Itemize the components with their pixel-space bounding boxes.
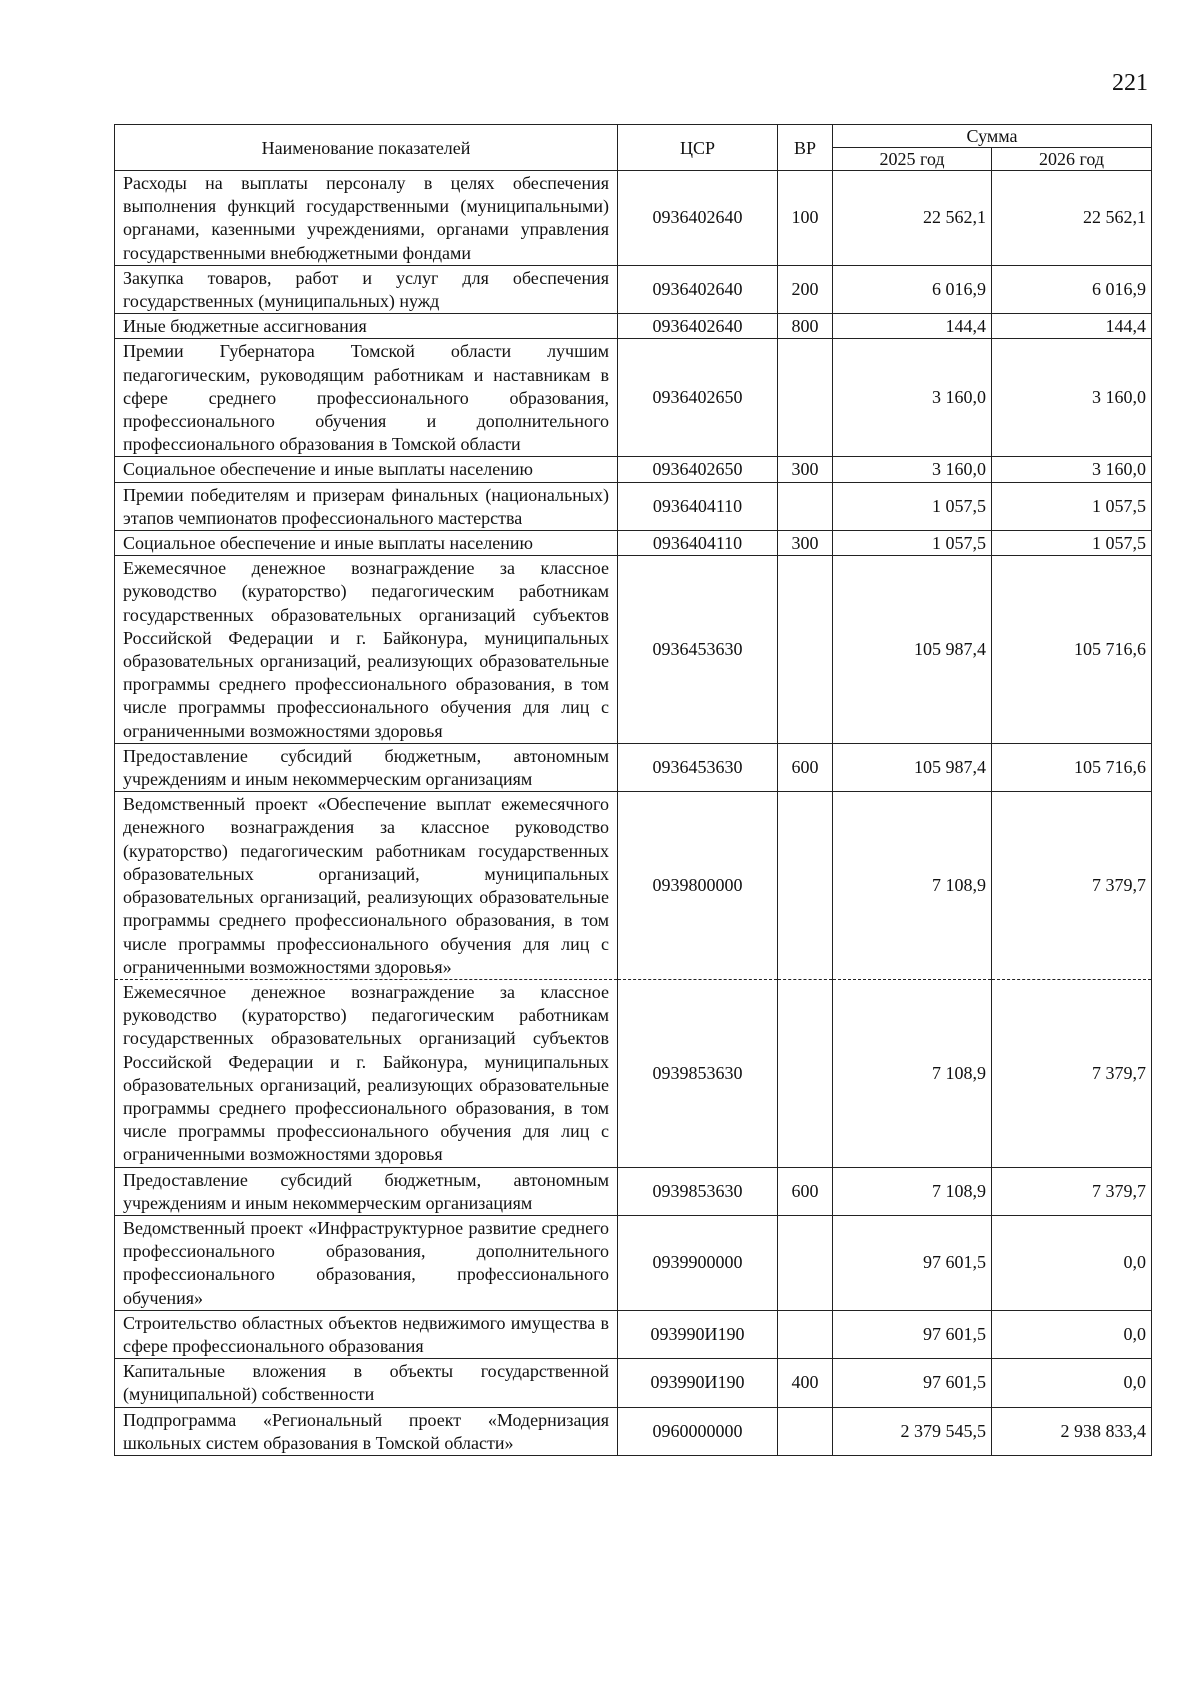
table-row: [115, 1215, 1152, 1310]
row-name: Премии Губернатора Томской области лучшим педагогическим, руководящим работникам и наставникам в сфере среднего профессионального образования, профессионального обучения и дополнительного профессионального образования в Томской области: [115, 339, 618, 457]
row-vr-code: [778, 339, 833, 457]
row-amount-2025: 144,4: [833, 314, 992, 339]
row-amount-2026: 22 562,1: [992, 171, 1152, 266]
header-name: Наименование показателей: [115, 125, 618, 171]
row-amount-2026: 0,0: [992, 1359, 1152, 1407]
table-header: [115, 125, 1152, 171]
header-vr: ВР: [778, 125, 833, 171]
row-amount-2026: 6 016,9: [992, 265, 1152, 313]
row-vr-code: [778, 556, 833, 744]
row-name: Строительство областных объектов недвижимого имущества в сфере профессионального образования: [115, 1310, 618, 1358]
row-vr-code: 600: [778, 743, 833, 791]
table-row: [115, 314, 1152, 339]
row-csr-code: 093990И190: [618, 1310, 778, 1358]
row-csr-code: 093990И190: [618, 1359, 778, 1407]
row-amount-2025: 105 987,4: [833, 743, 992, 791]
header-sum: Сумма: [833, 125, 1152, 148]
table-row: [115, 457, 1152, 482]
row-amount-2025: 3 160,0: [833, 339, 992, 457]
row-csr-code: 0936453630: [618, 556, 778, 744]
row-amount-2026: 144,4: [992, 314, 1152, 339]
row-amount-2025: 97 601,5: [833, 1310, 992, 1358]
row-amount-2025: 7 108,9: [833, 792, 992, 980]
row-name: Капитальные вложения в объекты государственной (муниципальной) собственности: [115, 1359, 618, 1407]
row-name: Расходы на выплаты персоналу в целях обеспечения выполнения функций государственными (муниципальными) органами, казенными учреждениями, органами управления государственными внебюджетными фондами: [115, 171, 618, 266]
row-name: Премии победителям и призерам финальных (национальных) этапов чемпионатов профессионального мастерства: [115, 482, 618, 530]
table-row: [115, 482, 1152, 530]
row-amount-2026: 1 057,5: [992, 531, 1152, 556]
row-amount-2025: 105 987,4: [833, 556, 992, 744]
row-vr-code: [778, 1215, 833, 1310]
row-name: Иные бюджетные ассигнования: [115, 314, 618, 339]
row-name: Предоставление субсидий бюджетным, автономным учреждениям и иным некоммерческим организациям: [115, 1167, 618, 1215]
row-name: Ведомственный проект «Инфраструктурное развитие среднего профессионального образования, дополнительного профессионального образования, профессионального обучения»: [115, 1215, 618, 1310]
row-csr-code: 0939853630: [618, 979, 778, 1167]
row-amount-2025: 7 108,9: [833, 1167, 992, 1215]
header-year-2026: 2026 год: [992, 148, 1152, 171]
row-csr-code: 0936404110: [618, 482, 778, 530]
row-csr-code: 0936402650: [618, 457, 778, 482]
row-amount-2025: 2 379 545,5: [833, 1407, 992, 1455]
row-amount-2025: 97 601,5: [833, 1359, 992, 1407]
row-amount-2026: 7 379,7: [992, 792, 1152, 980]
table-row: [115, 1167, 1152, 1215]
row-amount-2025: 3 160,0: [833, 457, 992, 482]
row-amount-2026: 0,0: [992, 1310, 1152, 1358]
row-name: Социальное обеспечение и иные выплаты населению: [115, 531, 618, 556]
row-amount-2026: 1 057,5: [992, 482, 1152, 530]
row-name: Предоставление субсидий бюджетным, автономным учреждениям и иным некоммерческим организациям: [115, 743, 618, 791]
page-number: 221: [1112, 70, 1148, 96]
row-amount-2026: 0,0: [992, 1215, 1152, 1310]
row-vr-code: [778, 1310, 833, 1358]
table-row: [115, 979, 1152, 1167]
table-row: [115, 339, 1152, 457]
row-csr-code: 0939800000: [618, 792, 778, 980]
row-amount-2025: 97 601,5: [833, 1215, 992, 1310]
row-csr-code: 0939900000: [618, 1215, 778, 1310]
row-name: Ежемесячное денежное вознаграждение за классное руководство (кураторство) педагогическим работникам государственных образовательных организаций субъектов Российской Федерации и г. Байконура, муниципальных образовательных организаций, реализующих образовательные программы среднего профессионального образования, в том числе программы профессионального обучения для лиц с ограниченными возможностями здоровья: [115, 979, 618, 1167]
row-name: Закупка товаров, работ и услуг для обеспечения государственных (муниципальных) нужд: [115, 265, 618, 313]
row-vr-code: [778, 1407, 833, 1455]
table-body: [115, 171, 1152, 1456]
row-vr-code: [778, 792, 833, 980]
table-row: [115, 531, 1152, 556]
row-csr-code: 0960000000: [618, 1407, 778, 1455]
row-name: Подпрограмма «Региональный проект «Модернизация школьных систем образования в Томской области»: [115, 1407, 618, 1455]
row-name: Ежемесячное денежное вознаграждение за классное руководство (кураторство) педагогическим работникам государственных образовательных организаций субъектов Российской Федерации и г. Байконура, муниципальных образовательных организаций, реализующих образовательные программы среднего профессионального образования, в том числе программы профессионального обучения для лиц с ограниченными возможностями здоровья: [115, 556, 618, 744]
table-row: [115, 792, 1152, 980]
row-amount-2025: 1 057,5: [833, 531, 992, 556]
table-row: [115, 265, 1152, 313]
table-row: [115, 1359, 1152, 1407]
row-csr-code: 0936402650: [618, 339, 778, 457]
row-vr-code: [778, 482, 833, 530]
table-row: [115, 1407, 1152, 1455]
row-amount-2026: 2 938 833,4: [992, 1407, 1152, 1455]
row-amount-2026: 3 160,0: [992, 339, 1152, 457]
row-vr-code: 200: [778, 265, 833, 313]
row-amount-2026: 7 379,7: [992, 979, 1152, 1167]
row-amount-2026: 105 716,6: [992, 743, 1152, 791]
row-csr-code: 0936402640: [618, 314, 778, 339]
row-csr-code: 0936402640: [618, 171, 778, 266]
table-row: [115, 743, 1152, 791]
row-vr-code: 300: [778, 531, 833, 556]
row-amount-2025: 22 562,1: [833, 171, 992, 266]
budget-table: [114, 124, 1152, 1456]
header-year-2025: 2025 год: [833, 148, 992, 171]
row-amount-2025: 6 016,9: [833, 265, 992, 313]
row-name: Ведомственный проект «Обеспечение выплат ежемесячного денежного вознаграждения за классное руководство (кураторство) педагогическим работникам государственных образовательных организаций, муниципальных образовательных организаций, реализующих образовательные программы среднего профессионального образования, в том числе программы профессионального обучения для лиц с ограниченными возможностями здоровья»: [115, 792, 618, 980]
row-csr-code: 0936404110: [618, 531, 778, 556]
header-csr: ЦСР: [618, 125, 778, 171]
row-vr-code: [778, 979, 833, 1167]
row-csr-code: 0939853630: [618, 1167, 778, 1215]
row-vr-code: 300: [778, 457, 833, 482]
table-row: [115, 1310, 1152, 1358]
row-amount-2026: 105 716,6: [992, 556, 1152, 744]
row-vr-code: 600: [778, 1167, 833, 1215]
row-amount-2026: 7 379,7: [992, 1167, 1152, 1215]
table-row: [115, 556, 1152, 744]
row-name: Социальное обеспечение и иные выплаты населению: [115, 457, 618, 482]
row-amount-2025: 1 057,5: [833, 482, 992, 530]
row-csr-code: 0936453630: [618, 743, 778, 791]
row-amount-2026: 3 160,0: [992, 457, 1152, 482]
row-csr-code: 0936402640: [618, 265, 778, 313]
row-vr-code: 100: [778, 171, 833, 266]
row-vr-code: 800: [778, 314, 833, 339]
table-row: [115, 171, 1152, 266]
row-vr-code: 400: [778, 1359, 833, 1407]
row-amount-2025: 7 108,9: [833, 979, 992, 1167]
